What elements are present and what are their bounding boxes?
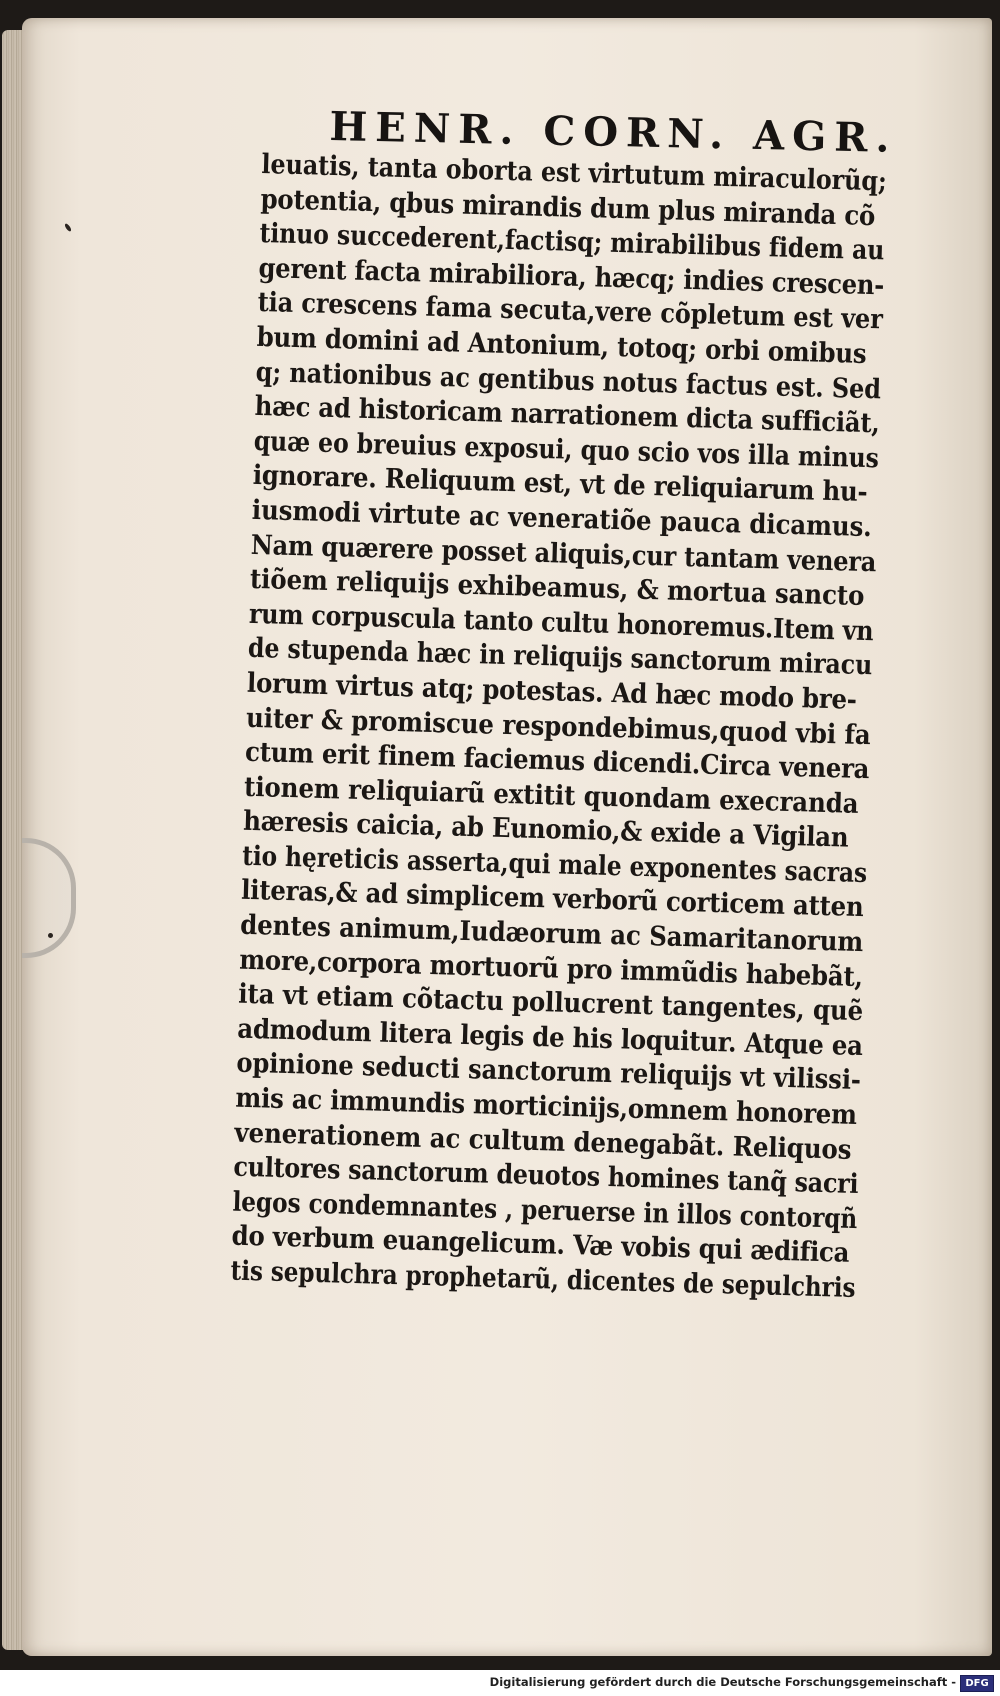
text-line: hæc ad historicam narrationem dicta sufficiãt, xyxy=(254,391,880,440)
funding-credit: Digitalisierung gefördert durch die Deutsche Forschungsgemeinschaft - xyxy=(489,1675,956,1689)
text-line: tio hęreticis asserta,qui male exponentes sacras xyxy=(241,840,868,890)
text-line: potentia, qbus mirandis dum plus miranda cõ xyxy=(260,183,876,232)
text-line: venerationem ac cultum denegabãt. Reliquos xyxy=(234,1117,852,1166)
text-line: hæresis caicia, ab Eunomio,& exide a Vigilan xyxy=(242,806,849,854)
text-line: admodum litera legis de his loquitur. Atque ea xyxy=(236,1013,864,1062)
ink-speck xyxy=(48,933,53,938)
text-line: de stupenda hæc in reliquijs sanctorum miracu xyxy=(247,633,873,682)
running-head: HENR. CORN. AGR. xyxy=(329,103,898,162)
body-text xyxy=(230,148,952,1308)
text-line: lorum virtus atq; potestas. Ad hæc modo bre- xyxy=(246,667,858,716)
text-line: more,corpora mortuorũ pro immũdis habebãt, xyxy=(238,944,864,993)
text-line: ctum erit finem faciemus dicendi.Circa venera xyxy=(244,736,870,786)
text-line: uiter & promiscue respondebimus,quod vbi fa xyxy=(245,702,872,751)
text-line: opinione seducti sanctorum reliquijs vt vilissi- xyxy=(235,1048,862,1097)
text-line: legos condemnantes , peruerse in illos contorqñ xyxy=(232,1186,858,1235)
text-line: tis sepulchra prophetarũ, dicentes de sepulchris xyxy=(230,1255,856,1305)
text-line: ignorare. Reliquum est, vt de reliquiarum hu- xyxy=(252,460,868,509)
text-line: dentes animum,Iudæorum ac Samaritanorum xyxy=(239,909,864,959)
text-line: literas,& ad simplicem verborũ corticem atten xyxy=(240,875,864,924)
text-line: tiõem reliquijs exhibeamus, & mortua sancto xyxy=(249,563,865,613)
text-line: mis ac immundis morticinijs,omnem honorem xyxy=(235,1082,858,1132)
dfg-logo: DFG xyxy=(960,1675,994,1692)
text-line: rum corpuscula tanto cultu honoremus.Item vn xyxy=(248,598,874,647)
text-line: ita vt etiam cõtactu pollucrent tangentes, quẽ xyxy=(237,978,864,1028)
text-line: tionem reliquiarũ extitit quondam execranda xyxy=(243,771,859,820)
text-line: gerent facta mirabiliora, hæcq; indies crescen- xyxy=(258,252,885,302)
text-line: do verbum euangelicum. Væ vobis qui ædifica xyxy=(231,1220,850,1270)
text-line: bum domini ad Antonium, totoq; orbi omibus xyxy=(256,321,867,370)
text-line: quæ eo breuius exposui, quo scio vos illa minus xyxy=(253,425,880,475)
text-line: Nam quærere posset aliquis,cur tantam venera xyxy=(250,529,877,578)
text-line: tia crescens fama secuta,vere cõpletum est ver xyxy=(257,287,884,336)
text-line: q; nationibus ac gentibus notus factus est. Sed xyxy=(255,356,882,405)
page-clip xyxy=(22,838,76,958)
text-line: tinuo succederent,factisq; mirabilibus fidem au xyxy=(259,218,885,267)
text-line: cultores sanctorum deuotos homines tanq̃ sacri xyxy=(233,1151,859,1201)
text-line: iusmodi virtute ac veneratiõe pauca dicamus. xyxy=(251,494,873,544)
text-line: leuatis, tanta oborta est virtutum miraculorũq; xyxy=(261,148,888,198)
footer-bar xyxy=(0,1670,1000,1696)
ink-speck xyxy=(64,223,72,233)
